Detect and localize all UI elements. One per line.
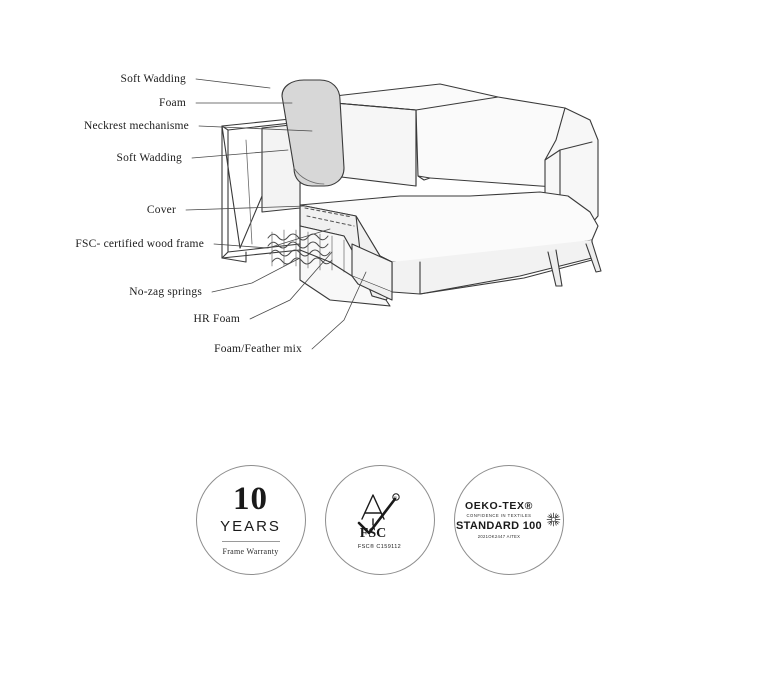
callout-label-neckrest-mechanisme: Neckrest mechanisme bbox=[83, 120, 189, 132]
svg-text:FSC: FSC bbox=[359, 526, 386, 541]
wood-frame-diagonal-1 bbox=[222, 126, 240, 248]
callout-label-foam: Foam bbox=[159, 97, 186, 109]
badge-oeko-tex bbox=[454, 465, 564, 575]
oeko-code: 2021OK2447 AITEX bbox=[477, 534, 521, 539]
oeko-tex-star-icon bbox=[546, 512, 561, 527]
badge-fsc bbox=[325, 465, 435, 575]
svg-text:R: R bbox=[393, 495, 397, 500]
oeko-subtitle: CONFIDENCE IN TEXTILES bbox=[466, 513, 532, 518]
oeko-title: OEKO-TEX® bbox=[465, 500, 533, 512]
badge-frame-warranty bbox=[196, 465, 306, 575]
callout-label-cover: Cover bbox=[146, 204, 176, 216]
callout-label-foam-feather-mix: Foam/Feather mix bbox=[214, 343, 302, 355]
callout-label-hr-foam: HR Foam bbox=[193, 313, 240, 325]
callout-label-soft-wadding-top: Soft Wadding bbox=[120, 73, 186, 85]
oeko-standard: STANDARD 100 bbox=[456, 520, 542, 532]
warranty-years-unit: YEARS bbox=[220, 518, 281, 535]
warranty-divider bbox=[222, 541, 280, 542]
callout-label-no-zag-springs: No-zag springs bbox=[129, 286, 202, 298]
warranty-caption: Frame Warranty bbox=[222, 547, 279, 556]
fsc-tree-checkmark-icon bbox=[355, 489, 405, 541]
fsc-code: FSC® C159112 bbox=[357, 544, 402, 550]
warranty-years-number: 10 bbox=[233, 481, 268, 517]
callout-label-soft-wadding-seat: Soft Wadding bbox=[116, 152, 182, 164]
callout-label-fsc-certified-wood-frame: FSC- certified wood frame bbox=[75, 238, 204, 250]
certification-badges bbox=[0, 462, 759, 577]
